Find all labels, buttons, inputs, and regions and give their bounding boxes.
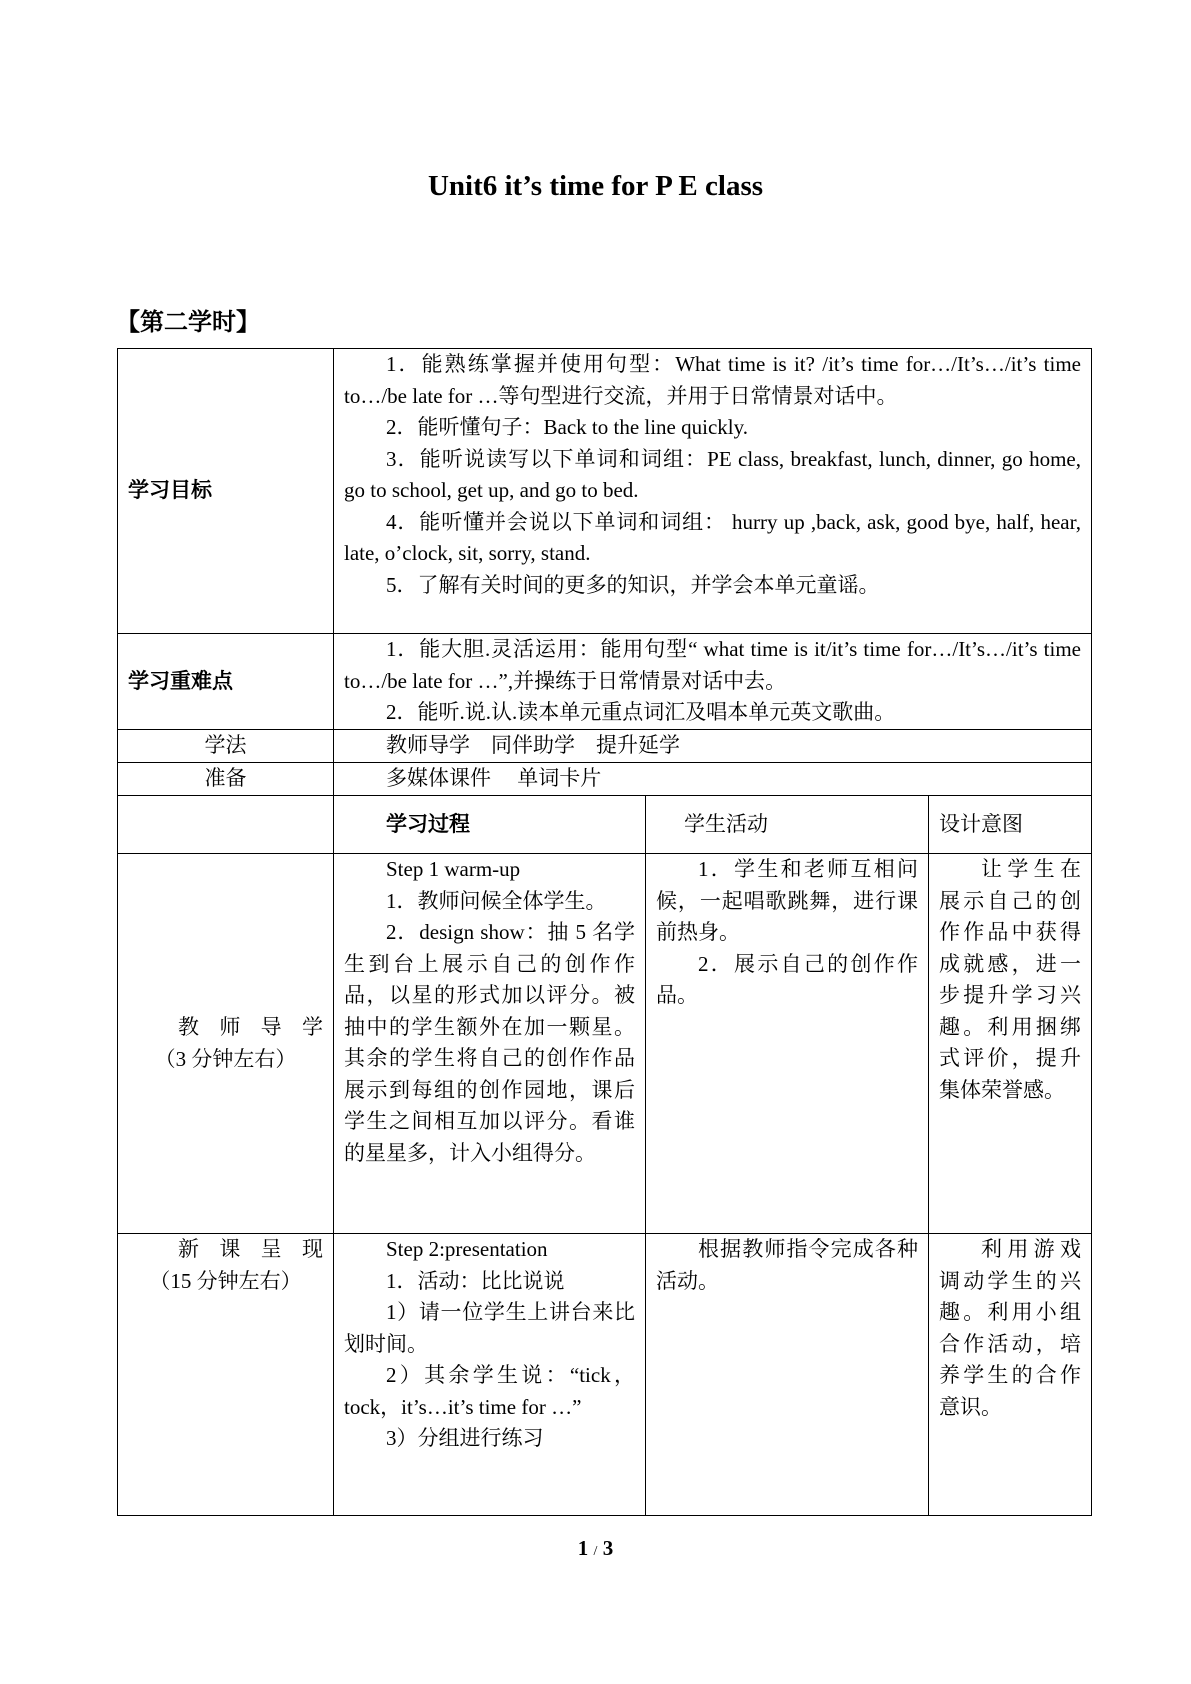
process-item: 2）其余学生说：“tick，tock，it’s…it’s time for …” [344,1363,635,1419]
activity-item: 2．展示自己的创作作品。 [656,951,918,1007]
stage-2-intent [929,1234,1092,1516]
method-row [118,730,1092,763]
header-activity: 学生活动 [646,796,929,854]
page-separator: / [593,1544,598,1559]
process-item: 1．活动：比比说说 [386,1268,565,1293]
page-current: 1 [577,1536,589,1560]
objectives-row [118,349,1092,634]
header-row [118,796,1092,854]
key-points-label: 学习重难点 [118,634,334,730]
lesson-plan-table [117,348,1092,1516]
objectives-content [334,349,1092,634]
process-item: Step 2:presentation [386,1237,548,1261]
stage-1-activity [646,854,929,1234]
key-points-content [334,634,1092,730]
prep-row [118,763,1092,796]
key-points-row [118,634,1092,730]
prep-label: 准备 [118,763,334,796]
page-title: Unit6 it’s time for P E class [427,170,764,202]
process-item: 3）分组进行练习 [386,1426,544,1450]
objective-item: 2．能听懂句子：Back to the line quickly. [386,415,749,439]
activity-item: 1．学生和老师互相问候，一起唱歌跳舞，进行课前热身。 [656,857,918,944]
header-process: 学习过程 [334,796,646,854]
stage-2-time: （15 分钟左右） [149,1268,302,1293]
intent-text: 让学生在展示自己的创作作品中获得成就感，进一步提升学习兴趣。利用捆绑式评价，提升集体荣誉感。 [939,857,1081,1102]
header-empty-cell [118,796,334,854]
process-item: 2．design show：抽 5 名学生到台上展示自己的创作作品，以星的形式加以评分。被抽中的学生额外在加一颗星。其余的学生将自己的创作作品展示到每组的创作园地，课后学生之间相互加以评分。看谁的星星多，计入小组得分。 [344,920,635,1165]
stage-1-process [334,854,646,1234]
stage-1-label [118,854,334,1234]
objectives-label: 学习目标 [118,349,334,634]
header-intent: 设计意图 [929,796,1092,854]
stage-2-process [334,1234,646,1516]
page-total: 3 [602,1536,614,1560]
process-item: 1．教师问候全体学生。 [386,888,607,913]
key-point-item: 2．能听.说.认.读本单元重点词汇及唱本单元英文歌曲。 [386,700,896,724]
process-item: 1）请一位学生上讲台来比划时间。 [344,1300,635,1356]
objective-item: 5．了解有关时间的更多的知识，并学会本单元童谣。 [386,572,880,597]
stage-row-1 [118,854,1092,1234]
stage-1-time: （3 分钟左右） [154,1046,297,1071]
objective-item: 1．能熟练掌握并使用句型：What time is it? /it’s time for…/It’s…/it’s time to…/be late for …等句型进行交流，并用于日常情景对话中。 [344,352,1081,408]
stage-row-2 [118,1234,1092,1516]
key-point-item: 1．能大胆.灵活运用：能用句型“ what time is it/it’s time for…/It’s…/it’s time to…/be late for …”,并操练于日常情景对话中去。 [344,637,1081,693]
section-heading: 【第二学时】 [116,310,260,336]
method-label: 学法 [118,730,334,763]
stage-2-activity [646,1234,929,1516]
stage-2-label [118,1234,334,1516]
stage-1-name: 教师导学 [178,1015,323,1039]
process-item: Step 1 warm-up [386,857,521,881]
objective-item: 4．能听懂并会说以下单词和词组： hurry up ,back, ask, good bye, half, hear, late, o’clock, sit, sorry, stand. [344,509,1081,565]
method-value: 教师导学 同伴助学 提升延学 [334,730,1092,763]
prep-value: 多媒体课件 单词卡片 [334,763,1092,796]
objective-item: 3．能听说读写以下单词和词组：PE class, breakfast, lunch, dinner, go home, go to school, get up, and go to bed. [344,446,1081,502]
intent-text: 利用游戏调动学生的兴趣。利用小组合作活动，培养学生的合作意识。 [939,1237,1081,1419]
stage-2-name: 新课呈现 [178,1237,323,1261]
stage-1-intent [929,854,1092,1234]
page-number [0,1536,1191,1561]
activity-item: 根据教师指令完成各种活动。 [656,1237,918,1293]
